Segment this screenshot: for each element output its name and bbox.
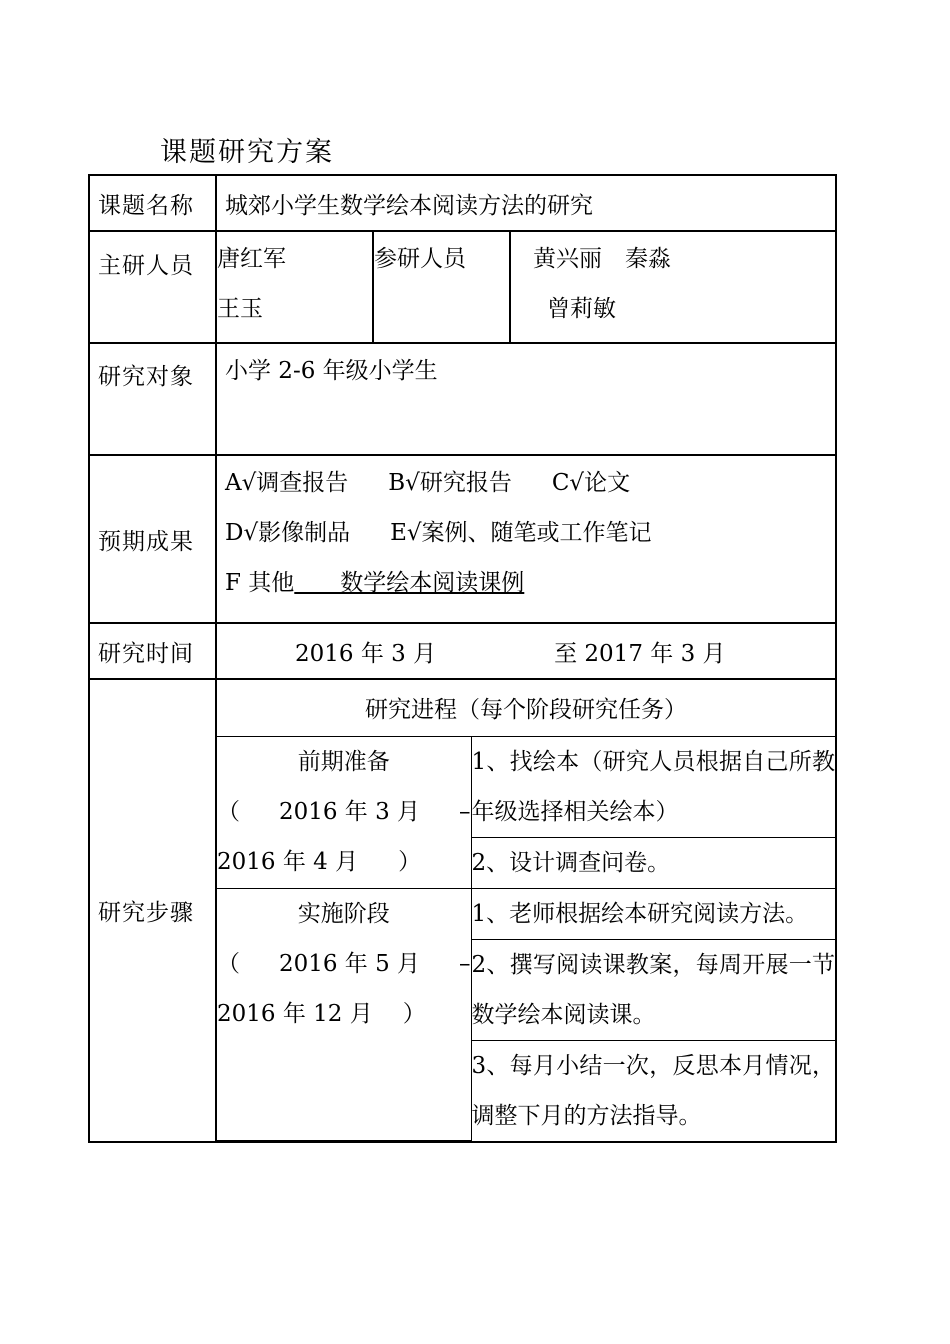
period-label: 研究时间 xyxy=(89,623,216,679)
phase-2-start: 2016 年 5 月 xyxy=(278,950,421,977)
phase-2-task-1: 1、老师根据绘本研究阅读方法。 xyxy=(471,888,835,939)
outcomes-line-2 xyxy=(225,508,835,558)
researchers-row xyxy=(89,231,836,343)
phase-1-task-1: 1、找绘本（研究人员根据自己所教年级选择相关绘本） xyxy=(471,736,835,837)
phase-1-end-line xyxy=(217,837,471,887)
outcomes-row xyxy=(89,455,836,623)
outcome-survey-report: A√调查报告 xyxy=(225,470,349,496)
phase-1-open-paren: （ xyxy=(217,798,240,825)
co-researchers-line-2: 曾莉敏 xyxy=(547,296,616,322)
period-start: 2016 年 3 月 xyxy=(295,640,437,667)
subject-value xyxy=(216,343,836,455)
outcome-other-label: F 其他 xyxy=(225,570,295,596)
period-row xyxy=(89,623,836,679)
phase-2-open-paren: （ xyxy=(217,950,240,977)
subject-row xyxy=(89,343,836,455)
co-researchers-label xyxy=(373,231,510,343)
outcome-cases-notes: E√案例、随笔或工作笔记 xyxy=(390,520,652,546)
subject-label-text: 研究对象 xyxy=(98,364,194,390)
co-researchers-label-text: 参研人员 xyxy=(374,246,466,272)
steps-label: 研究步骤 xyxy=(89,679,216,1142)
co-researchers-line-1: 黄兴丽 秦淼 xyxy=(533,246,671,272)
main-researchers-label-text: 主研人员 xyxy=(98,253,194,279)
outcomes-line-3 xyxy=(225,558,835,608)
topic-label: 课题名称 xyxy=(89,175,216,231)
main-researcher-2: 王玉 xyxy=(217,296,263,322)
phase-2-task-2: 2、撰写阅读课教案，每周开展一节数学绘本阅读课。 xyxy=(471,939,835,1040)
steps-table xyxy=(217,680,835,1141)
topic-row xyxy=(89,175,836,231)
phase-1-dash: – xyxy=(458,798,471,825)
phase-2-name: 实施阶段 xyxy=(297,900,390,927)
outcomes-label: 预期成果 xyxy=(89,455,216,623)
outcome-research-report: B√研究报告 xyxy=(388,470,512,496)
outcome-thesis: C√论文 xyxy=(551,470,631,496)
phase-2-end-line xyxy=(217,989,471,1039)
steps-header: 研究进程（每个阶段研究任务） xyxy=(217,680,835,736)
main-researcher-1: 唐红军 xyxy=(217,246,286,272)
phase-2-end: 2016 年 12 月 xyxy=(217,1000,373,1027)
steps-header-row xyxy=(217,680,835,736)
outcomes-list xyxy=(216,455,836,623)
topic-value: 城郊小学生数学绘本阅读方法的研究 xyxy=(216,175,836,231)
phase-1-task-2: 2、设计调查问卷。 xyxy=(471,837,835,888)
steps-row xyxy=(89,679,836,1142)
phase-1-end: 2016 年 4 月 xyxy=(217,848,359,875)
phase-2-row-1 xyxy=(217,888,835,939)
document-title: 课题研究方案 xyxy=(160,137,334,168)
outcome-other-value: 数学绘本阅读课例 xyxy=(294,570,525,596)
co-researchers-names xyxy=(510,231,836,343)
outcomes-line-1 xyxy=(225,458,835,508)
outcome-video: D√影像制品 xyxy=(225,520,351,546)
phase-1-name: 前期准备 xyxy=(297,748,390,775)
phase-2-cell xyxy=(217,888,471,1141)
steps-content xyxy=(216,679,836,1142)
phase-2-start-line xyxy=(217,939,471,989)
subject-value-text: 小学 2-6 年级小学生 xyxy=(225,358,438,384)
phase-2-task-3: 3、每月小结一次，反思本月情况，调整下月的方法指导。 xyxy=(471,1040,835,1141)
phase-1-cell xyxy=(217,736,471,888)
phase-1-start-line xyxy=(217,787,471,837)
research-plan-table xyxy=(88,174,837,1143)
main-researchers-label xyxy=(89,231,216,343)
phase-1-start: 2016 年 3 月 xyxy=(278,798,421,825)
main-researchers-names xyxy=(216,231,373,343)
phase-1-close-paren: ） xyxy=(398,848,422,875)
phase-2-close-paren: ） xyxy=(402,1000,426,1027)
subject-label xyxy=(89,343,216,455)
period-value xyxy=(216,623,836,679)
phase-2-dash: – xyxy=(458,950,471,977)
period-end: 至 2017 年 3 月 xyxy=(554,640,726,667)
